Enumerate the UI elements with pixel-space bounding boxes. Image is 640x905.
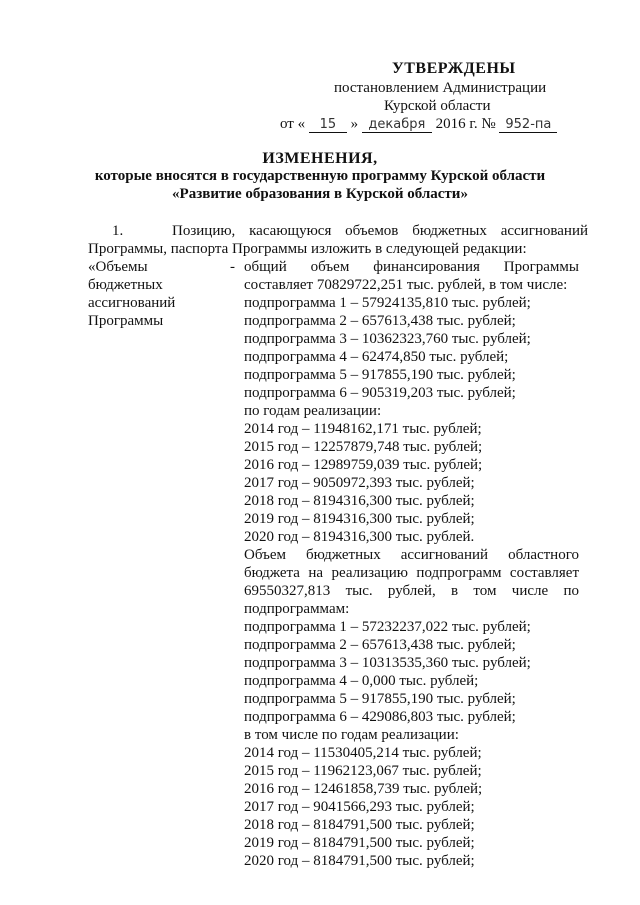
subprogram-total-line: подпрограмма 5 – 917855,190 тыс. рублей; (244, 367, 516, 383)
decree-month: декабря (362, 118, 432, 133)
incl-by-years-label: в том числе по годам реализации: (244, 727, 459, 743)
subprogram-total-line: подпрограмма 4 – 62474,850 тыс. рублей; (244, 349, 509, 365)
position-label-line: «Объемы (88, 259, 148, 275)
approval-line-2: Курской области (384, 98, 491, 114)
approval-line-1: постановлением Администрации (334, 80, 547, 96)
funding-intro-2: составляет 70829722,251 тыс. рублей, в том числе: (244, 277, 568, 293)
subprogram-total-line: подпрограмма 6 – 905319,203 тыс. рублей; (244, 385, 516, 401)
regional-budget-line-3: 69550327,813 тыс. рублей, в том числе по (244, 583, 579, 599)
paragraph-line-2: Программы, паспорта Программы изложить в следующей редакции: (88, 241, 527, 257)
year-total-line: 2015 год – 12257879,748 тыс. рублей; (244, 439, 483, 455)
position-label (88, 258, 228, 330)
subprogram-regional-line: подпрограмма 1 – 57232237,022 тыс. рублей; (244, 619, 531, 635)
year-total-line: 2016 год – 12989759,039 тыс. рублей; (244, 457, 483, 473)
funding-details (244, 258, 579, 870)
year-regional-line: 2020 год – 8184791,500 тыс. рублей; (244, 853, 475, 869)
decree-year: 2016 г. (435, 116, 478, 132)
year-regional-line: 2019 год – 8184791,500 тыс. рублей; (244, 835, 475, 851)
year-total-line: 2014 год – 11948162,171 тыс. рублей; (244, 421, 482, 437)
regional-budget-line-4: подпрограммам: (244, 601, 350, 617)
paragraph-number: 1. (112, 223, 124, 239)
subprogram-total-line: подпрограмма 1 – 57924135,810 тыс. рублей; (244, 295, 531, 311)
year-regional-line: 2018 год – 8184791,500 тыс. рублей; (244, 817, 475, 833)
subprogram-total-line: подпрограмма 2 – 657613,438 тыс. рублей; (244, 313, 516, 329)
separator-dash: - (230, 259, 235, 275)
approval-date-line (280, 116, 557, 133)
year-total-line: 2017 год – 9050972,393 тыс. рублей; (244, 475, 475, 491)
paragraph-line-1: 1. Позицию, касающуюся объемов бюджетных ассигнований (88, 222, 588, 240)
subprogram-total-line: подпрограмма 3 – 10362323,760 тыс. рублей; (244, 331, 531, 347)
document-title: ИЗМЕНЕНИЯ, (262, 150, 378, 167)
year-total-line: 2018 год – 8194316,300 тыс. рублей; (244, 493, 475, 509)
decree-number: 952-па (499, 118, 557, 133)
approval-title: УТВЕРЖДЕНЫ (392, 60, 516, 77)
subprogram-regional-line: подпрограмма 5 – 917855,190 тыс. рублей; (244, 691, 516, 707)
year-regional-line: 2017 год – 9041566,293 тыс. рублей; (244, 799, 475, 815)
paragraph-1 (88, 222, 588, 258)
year-total-line: 2020 год – 8194316,300 тыс. рублей. (244, 529, 475, 545)
document-subtitle-2: «Развитие образования в Курской области» (172, 186, 468, 202)
year-regional-line: 2016 год – 12461858,739 тыс. рублей; (244, 781, 483, 797)
year-regional-line: 2014 год – 11530405,214 тыс. рублей; (244, 745, 482, 761)
year-regional-line: 2015 год – 11962123,067 тыс. рублей; (244, 763, 482, 779)
subprogram-regional-line: подпрограмма 6 – 429086,803 тыс. рублей; (244, 709, 516, 725)
subprogram-regional-line: подпрограмма 2 – 657613,438 тыс. рублей; (244, 637, 516, 653)
by-years-label: по годам реализации: (244, 403, 382, 419)
position-label-line: Программы (88, 313, 164, 329)
from-label: от « (280, 116, 306, 132)
year-total-line: 2019 год – 8194316,300 тыс. рублей; (244, 511, 475, 527)
funding-intro-1: общий объем финансирования Программы (244, 259, 579, 275)
subprogram-regional-line: подпрограмма 4 – 0,000 тыс. рублей; (244, 673, 479, 689)
position-label-line: бюджетных (88, 277, 163, 293)
subprogram-regional-line: подпрограмма 3 – 10313535,360 тыс. рублей; (244, 655, 531, 671)
position-label-line: ассигнований (88, 295, 176, 311)
regional-budget-line-2: бюджета на реализацию подпрограмм составляет (244, 565, 579, 581)
regional-budget-line-1: Объем бюджетных ассигнований областного (244, 547, 579, 563)
quote-close: » (350, 116, 359, 132)
decree-day: 15 (309, 118, 347, 133)
document-subtitle-1: которые вносятся в государственную программу Курской области (94, 168, 546, 184)
number-label: № (481, 116, 496, 132)
